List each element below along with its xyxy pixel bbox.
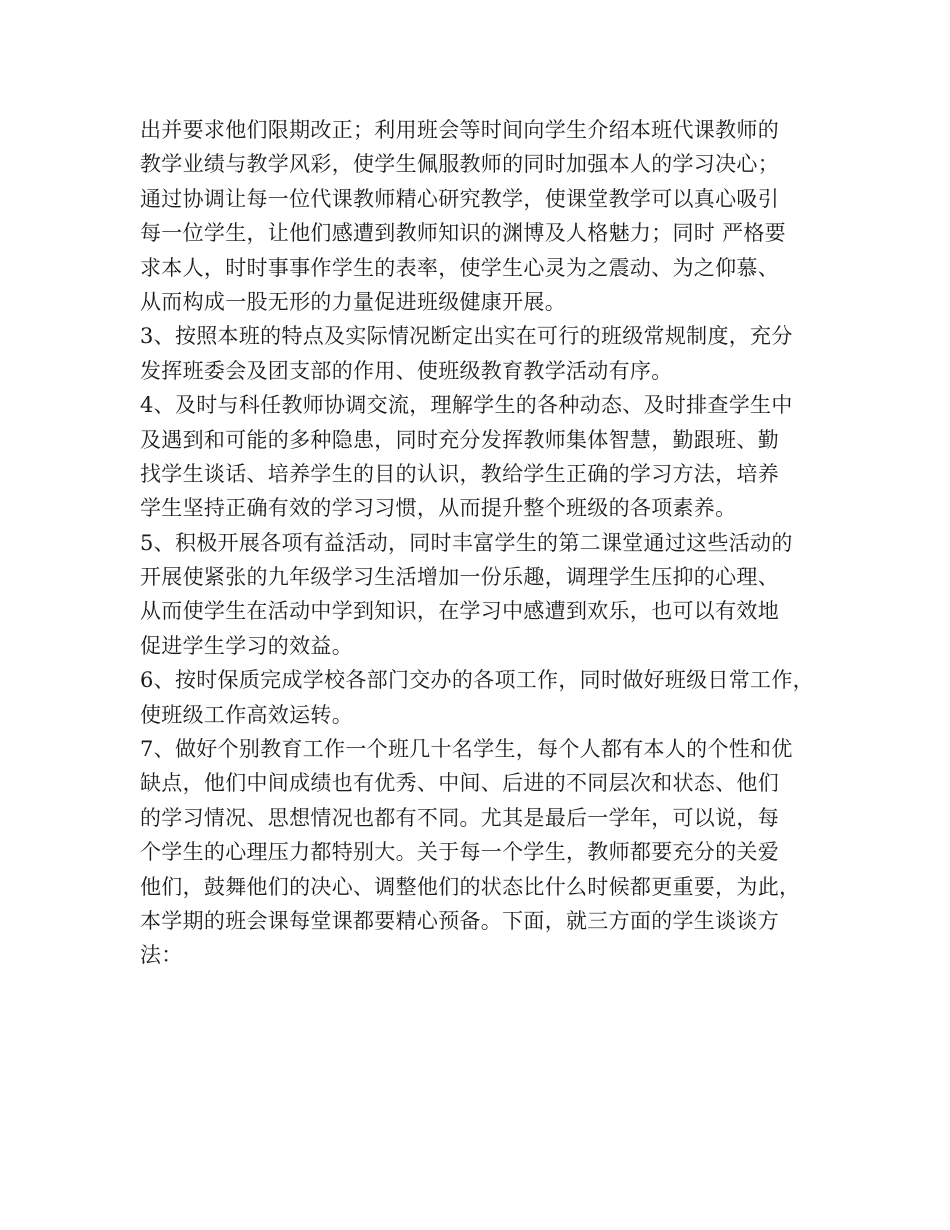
text-line: 开展使紧张的九年级学习生活增加一份乐趣，调理学生压抑的心理、 [140,565,779,590]
text-line: 通过协调让每一位代课教师精心研究教学，使课堂教学可以真心吸引 [140,186,779,211]
text-line: 本学期的班会课每堂课都要精心预备。下面，就三方面的学生谈谈方 [140,908,779,933]
text-line: 他们，鼓舞他们的决心、调整他们的状态比什么时候都更重要，为此， [140,874,801,899]
text-line: 个学生的心理压力都特别大。关于每一个学生，教师都要充分的关爱 [140,840,779,865]
text-line: 使班级工作高效运转。 [140,702,353,727]
text-line: 5、积极开展各项有益活动，同时丰富学生的第二课堂通过这些活动的 [140,530,793,555]
text-line: 从而使学生在活动中学到知识，在学习中感遭到欢乐，也可以有效地 [140,599,779,624]
text-line: 发挥班委会及团支部的作用、使班级教育教学活动有序。 [140,358,673,383]
text-line: 找学生谈话、培养学生的目的认识，教给学生正确的学习方法，培养 [140,461,779,486]
text-line: 求本人，时时事事作学生的表率，使学生心灵为之震动、为之仰慕、 [140,255,779,280]
text-line: 每一位学生，让他们感遭到教师知识的渊博及人格魅力；同时 严格要 [140,221,786,246]
text-line: 4、及时与科任教师协调交流，理解学生的各种动态、及时排查学生中 [140,393,793,418]
text-line: 促进学生学习的效益。 [140,633,353,658]
document-body [140,113,840,973]
text-line: 缺点，他们中间成绩也有优秀、中间、后进的不同层次和状态、他们 [140,771,779,796]
text-line: 法： [140,943,183,968]
text-line: 学生坚持正确有效的学习习惯，从而提升整个班级的各项素养。 [140,496,737,521]
text-line: 从而构成一股无形的力量促进班级健康开展。 [140,289,566,314]
text-line: 教学业绩与教学风彩，使学生佩服教师的同时加强本人的学习决心； [140,152,779,177]
text-line: 及遇到和可能的多种隐患，同时充分发挥教师集体智慧，勤跟班、勤 [140,427,779,452]
text-line: 3、按照本班的特点及实际情况断定出实在可行的班级常规制度，充分 [140,324,793,349]
text-line: 的学习情况、思想情况也都有不同。尤其是最后一学年，可以说，每 [140,805,779,830]
text-line: 出并要求他们限期改正；利用班会等时间向学生介绍本班代课教师的 [140,118,779,142]
text-line: 7、做好个别教育工作一个班几十名学生，每个人都有本人的个性和优 [140,737,793,762]
text-line: 6、按时保质完成学校各部门交办的各项工作，同时做好班级日常工作， [140,668,814,693]
